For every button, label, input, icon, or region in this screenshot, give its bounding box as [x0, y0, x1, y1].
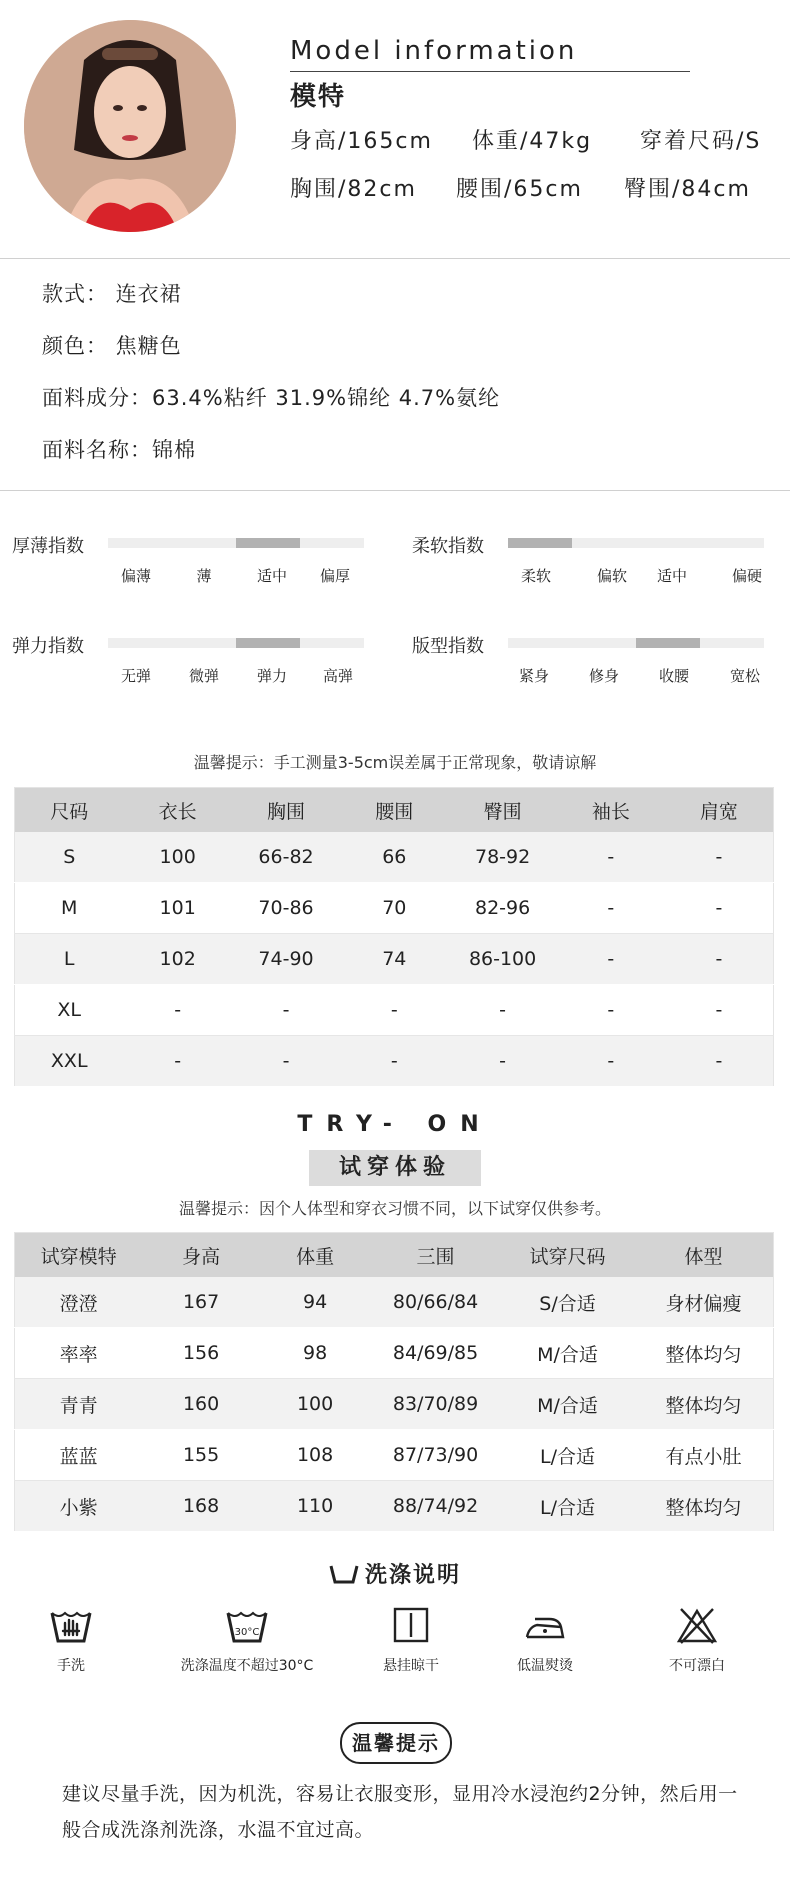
section-divider: [0, 258, 790, 259]
table-cell: 100: [123, 832, 231, 883]
size-tip: 温馨提示：手工测量3-5cm误差属于正常现象，敬请谅解: [193, 753, 597, 772]
table-cell: L: [15, 934, 124, 985]
table-cell: 小紫: [15, 1481, 143, 1532]
wash-30-icon: [225, 1605, 269, 1645]
table-cell: M/合适: [501, 1379, 634, 1430]
table-cell: -: [123, 1036, 231, 1087]
index-tick: 柔软: [520, 567, 551, 585]
table-cell: 87/73/90: [370, 1430, 501, 1481]
wash-item-hand-wash: [0, 1605, 146, 1675]
table-cell: 整体均匀: [634, 1379, 773, 1430]
table-cell: 66: [340, 832, 448, 883]
table-cell: 100: [260, 1379, 370, 1430]
wash-item-no-bleach: [622, 1605, 772, 1675]
model-stat-weight: 体重/47kg: [472, 129, 593, 154]
table-cell: S: [15, 832, 124, 883]
tryon-col-header: 三围: [370, 1233, 501, 1278]
table-cell: -: [232, 1036, 340, 1087]
index-track-elasticity: [108, 638, 364, 648]
index-tick: 紧身: [518, 667, 549, 685]
model-stat-size: 穿着尺码/S: [640, 129, 762, 154]
spec-style: 款式： 连衣裙: [42, 282, 182, 306]
index-tick: 薄: [196, 567, 212, 585]
table-cell: 78-92: [448, 832, 556, 883]
table-cell: 84/69/85: [370, 1328, 501, 1379]
index-tick: 弹力: [256, 667, 287, 685]
wash-item-label: 手洗: [57, 1658, 85, 1674]
table-cell: 82-96: [448, 883, 556, 934]
tryon-col-header: 身高: [142, 1233, 260, 1278]
tryon-col-header: 体型: [634, 1233, 773, 1278]
section-divider: [0, 490, 790, 491]
table-cell: -: [557, 934, 665, 985]
model-stat-hip: 臀围/84cm: [624, 177, 751, 202]
index-tick: 无弹: [120, 667, 151, 685]
table-cell: 蓝蓝: [15, 1430, 143, 1481]
table-cell: L/合适: [501, 1430, 634, 1481]
index-tick: 偏软: [596, 567, 627, 585]
table-cell: 70: [340, 883, 448, 934]
hang-dry-icon: [389, 1605, 433, 1645]
table-cell: -: [557, 985, 665, 1036]
table-cell: -: [665, 883, 774, 934]
index-label-thickness: 厚薄指数: [12, 536, 84, 557]
table-cell: 101: [123, 883, 231, 934]
size-col-header: 尺码: [15, 788, 124, 833]
table-row: [15, 985, 774, 1036]
wash-title: [0, 1558, 790, 1589]
wash-item-label: 洗涤温度不超过30°C: [180, 1658, 314, 1674]
index-tick: 微弹: [188, 667, 219, 685]
table-cell: 88/74/92: [370, 1481, 501, 1532]
model-title-cn: 模特: [290, 82, 347, 112]
model-title-en: Model information: [290, 36, 578, 66]
size-col-header: 肩宽: [665, 788, 774, 833]
iron-low-icon: [523, 1605, 567, 1645]
table-cell: 青青: [15, 1379, 143, 1430]
model-stat-waist: 腰围/65cm: [456, 177, 583, 202]
table-row: [15, 1036, 774, 1087]
model-photo: [24, 20, 236, 232]
table-cell: -: [557, 883, 665, 934]
index-track-thickness: [108, 538, 364, 548]
table-cell: -: [448, 1036, 556, 1087]
size-col-header: 衣长: [123, 788, 231, 833]
table-cell: 整体均匀: [634, 1481, 773, 1532]
table-row: [15, 1430, 774, 1481]
wash-item-temp: [162, 1605, 332, 1675]
table-cell: -: [448, 985, 556, 1036]
table-cell: 98: [260, 1328, 370, 1379]
table-cell: -: [665, 832, 774, 883]
table-cell: 80/66/84: [370, 1277, 501, 1328]
table-cell: S/合适: [501, 1277, 634, 1328]
index-tick: 高弹: [322, 667, 353, 685]
table-row: [15, 832, 774, 883]
tryon-col-header: 试穿模特: [15, 1233, 143, 1278]
size-col-header: 臀围: [448, 788, 556, 833]
tryon-title-cn: 试穿体验: [309, 1150, 481, 1186]
table-cell: XL: [15, 985, 124, 1036]
table-cell: 102: [123, 934, 231, 985]
table-cell: -: [340, 1036, 448, 1087]
notice-title: 温馨提示: [340, 1722, 452, 1764]
index-tick: 修身: [588, 667, 619, 685]
index-tick: 偏厚: [319, 567, 350, 585]
size-col-header: 袖长: [557, 788, 665, 833]
wash-item-iron: [470, 1605, 620, 1675]
basin-icon: [329, 1563, 359, 1585]
notice-text: 建议尽量手洗，因为机洗，容易让衣服变形，显用冷水浸泡约2分钟，然后用一般合成洗涤剂洗涤，水温不宜过高。: [62, 1783, 738, 1841]
index-tick: 收腰: [658, 667, 689, 685]
table-cell: 156: [142, 1328, 260, 1379]
table-cell: 身材偏瘦: [634, 1277, 773, 1328]
wash-item-label: 不可漂白: [669, 1658, 725, 1674]
table-row: [15, 1379, 774, 1430]
index-tick: 适中: [656, 567, 687, 585]
table-cell: -: [123, 985, 231, 1036]
model-stat-bust: 胸围/82cm: [290, 177, 417, 202]
index-track-fit: [508, 638, 764, 648]
table-cell: 83/70/89: [370, 1379, 501, 1430]
model-stat-height: 身高/165cm: [290, 129, 433, 154]
wash-item-label: 悬挂晾干: [383, 1658, 439, 1674]
table-cell: L/合适: [501, 1481, 634, 1532]
table-cell: 整体均匀: [634, 1328, 773, 1379]
tryon-tip: 温馨提示：因个人体型和穿衣习惯不同，以下试穿仅供参考。: [178, 1199, 611, 1218]
wash-item-label: 低温熨烫: [517, 1658, 573, 1674]
table-cell: 74: [340, 934, 448, 985]
table-cell: 110: [260, 1481, 370, 1532]
size-col-header: 腰围: [340, 788, 448, 833]
table-cell: 率率: [15, 1328, 143, 1379]
table-row: [15, 1328, 774, 1379]
index-tick: 宽松: [729, 667, 760, 685]
table-cell: -: [665, 985, 774, 1036]
spec-fabric-name: 面料名称：锦棉: [42, 438, 196, 462]
table-cell: 74-90: [232, 934, 340, 985]
table-cell: -: [557, 1036, 665, 1087]
tryon-col-header: 试穿尺码: [501, 1233, 634, 1278]
wash-icon-text: 30°C: [234, 1627, 260, 1638]
table-cell: 155: [142, 1430, 260, 1481]
table-row: [15, 1481, 774, 1532]
index-label-elasticity: 弹力指数: [12, 636, 84, 657]
table-cell: 澄澄: [15, 1277, 143, 1328]
table-cell: 86-100: [448, 934, 556, 985]
table-cell: 66-82: [232, 832, 340, 883]
index-tick: 偏硬: [731, 567, 762, 585]
table-cell: 70-86: [232, 883, 340, 934]
table-row: [15, 1277, 774, 1328]
table-cell: 有点小肚: [634, 1430, 773, 1481]
tryon-col-header: 体重: [260, 1233, 370, 1278]
table-cell: XXL: [15, 1036, 124, 1087]
table-cell: -: [232, 985, 340, 1036]
table-cell: 108: [260, 1430, 370, 1481]
model-title-divider: [290, 71, 690, 72]
tryon-table-header: [15, 1233, 774, 1278]
no-bleach-icon: [675, 1605, 719, 1645]
size-table-header: [15, 788, 774, 833]
wash-item-hang-dry: [336, 1605, 486, 1675]
spec-color: 颜色： 焦糖色: [42, 334, 182, 358]
table-cell: 160: [142, 1379, 260, 1430]
table-cell: 167: [142, 1277, 260, 1328]
table-cell: 168: [142, 1481, 260, 1532]
table-cell: M/合适: [501, 1328, 634, 1379]
table-cell: -: [665, 934, 774, 985]
index-label-softness: 柔软指数: [412, 536, 484, 557]
table-row: [15, 934, 774, 985]
size-col-header: 胸围: [232, 788, 340, 833]
tryon-title-en: TRY- ON: [297, 1112, 493, 1137]
wash-title-text: 洗涤说明: [364, 1563, 461, 1588]
index-label-fit: 版型指数: [412, 636, 484, 657]
table-cell: -: [340, 985, 448, 1036]
table-cell: -: [665, 1036, 774, 1087]
table-cell: -: [557, 832, 665, 883]
tryon-table: [14, 1232, 774, 1532]
table-cell: M: [15, 883, 124, 934]
spec-composition: 面料成分：63.4%粘纤 31.9%锦纶 4.7%氨纶: [42, 386, 501, 410]
index-tick: 适中: [256, 567, 287, 585]
index-tick: 偏薄: [120, 567, 151, 585]
size-table: [14, 787, 774, 1087]
hand-wash-icon: [49, 1605, 93, 1645]
table-cell: 94: [260, 1277, 370, 1328]
index-track-softness: [508, 538, 764, 548]
table-row: [15, 883, 774, 934]
